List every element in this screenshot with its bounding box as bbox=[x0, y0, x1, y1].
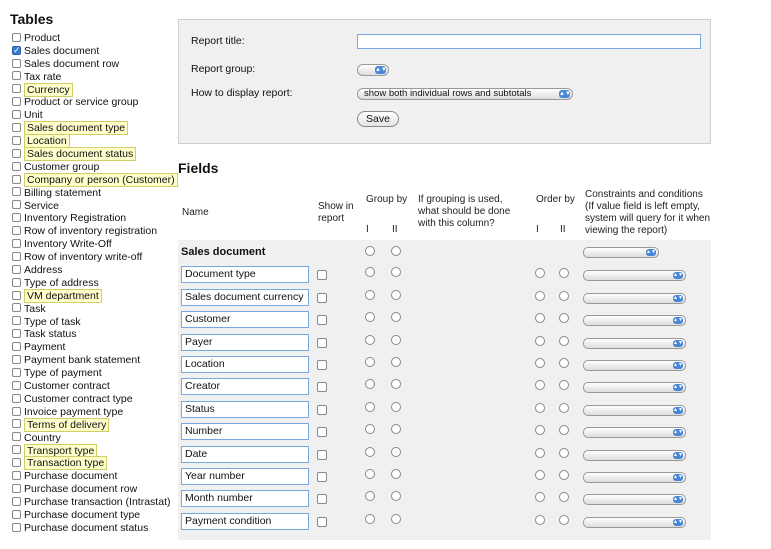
table-item-label: Customer contract bbox=[24, 380, 110, 393]
field-name-input[interactable]: Date bbox=[181, 446, 309, 463]
field-row bbox=[178, 262, 711, 284]
table-checkbox[interactable] bbox=[12, 458, 21, 467]
field-row bbox=[178, 486, 711, 508]
updown-arrows-icon: ▲▼ bbox=[646, 249, 656, 255]
table-item[interactable] bbox=[10, 341, 180, 354]
order-by-i-radio[interactable] bbox=[535, 291, 545, 301]
group-by-i-radio[interactable] bbox=[365, 335, 375, 345]
constraint-select[interactable] bbox=[583, 315, 686, 326]
order-by-i-radio[interactable] bbox=[535, 448, 545, 458]
header-constraints: Constraints and conditions (If value field is left empty, system will query for it when viewing the report) bbox=[585, 189, 711, 236]
table-item-label: Location bbox=[24, 134, 70, 148]
group-by-ii-radio[interactable] bbox=[391, 357, 401, 367]
table-item[interactable] bbox=[10, 238, 180, 251]
table-item-label: Product bbox=[24, 32, 61, 44]
table-checkbox[interactable] bbox=[12, 510, 21, 519]
table-checkbox[interactable] bbox=[12, 175, 21, 184]
table-item[interactable] bbox=[10, 225, 180, 238]
order-by-i-radio[interactable] bbox=[535, 268, 545, 278]
field-name-input[interactable]: Customer bbox=[181, 311, 309, 328]
header-name: Name bbox=[182, 207, 209, 218]
group-by-i-radio[interactable] bbox=[365, 312, 375, 322]
save-button[interactable]: Save bbox=[357, 111, 399, 127]
updown-arrows-icon: ▲▼ bbox=[673, 384, 683, 391]
order-by-ii-radio[interactable] bbox=[559, 291, 569, 301]
table-item[interactable] bbox=[10, 432, 180, 445]
table-item[interactable] bbox=[10, 187, 180, 200]
group-by-i-radio[interactable] bbox=[365, 379, 375, 389]
order-by-ii-radio[interactable] bbox=[559, 470, 569, 480]
field-row bbox=[178, 509, 711, 531]
table-item-label: Purchase document bbox=[24, 470, 118, 483]
constraint-select[interactable] bbox=[583, 472, 686, 483]
table-item-label: Sales document row bbox=[24, 57, 120, 70]
updown-arrows-icon: ▲▼ bbox=[375, 67, 387, 73]
table-checkbox[interactable] bbox=[12, 316, 21, 325]
order-by-i-radio[interactable] bbox=[535, 358, 545, 368]
field-name-input[interactable]: Status bbox=[181, 401, 309, 418]
field-name-input[interactable]: Payer bbox=[181, 334, 309, 351]
table-item[interactable] bbox=[10, 290, 180, 303]
table-item-label: Purchase document row bbox=[24, 483, 138, 496]
updown-arrows-icon: ▲▼ bbox=[673, 474, 683, 480]
table-item-label: Task status bbox=[24, 328, 77, 341]
constraint-select[interactable] bbox=[583, 360, 686, 371]
show-in-report-checkbox[interactable] bbox=[317, 405, 327, 415]
field-row bbox=[178, 352, 711, 374]
table-item-label: Service bbox=[24, 199, 60, 212]
table-checkbox[interactable] bbox=[12, 407, 21, 416]
constraint-select[interactable] bbox=[583, 338, 686, 349]
table-checkbox[interactable] bbox=[12, 394, 21, 403]
group-by-ii-radio[interactable] bbox=[391, 335, 401, 345]
group-by-i-radio[interactable] bbox=[365, 267, 375, 277]
table-item[interactable] bbox=[10, 96, 180, 109]
order-by-i-radio[interactable] bbox=[535, 313, 545, 323]
group-by-i-radio[interactable] bbox=[365, 491, 375, 501]
table-item-label: Type of address bbox=[24, 276, 99, 289]
group-by-ii-radio[interactable] bbox=[391, 267, 401, 277]
order-by-ii-radio[interactable] bbox=[559, 448, 569, 458]
updown-arrows-icon: ▲▼ bbox=[559, 91, 571, 97]
group-by-i-radio[interactable] bbox=[365, 290, 375, 300]
field-name-input[interactable]: Location bbox=[181, 356, 309, 373]
order-by-i-radio[interactable] bbox=[535, 515, 545, 525]
order-by-ii-radio[interactable] bbox=[559, 492, 569, 502]
fields-table bbox=[178, 240, 711, 540]
table-item[interactable] bbox=[10, 71, 180, 84]
table-checkbox[interactable] bbox=[12, 46, 21, 55]
order-by-i-radio[interactable] bbox=[535, 470, 545, 480]
table-checkbox[interactable] bbox=[12, 381, 21, 390]
table-item-label: Product or service group bbox=[24, 96, 139, 109]
table-checkbox[interactable] bbox=[12, 213, 21, 222]
constraint-select[interactable] bbox=[583, 293, 686, 304]
header-order-i: I bbox=[536, 224, 539, 235]
table-checkbox[interactable] bbox=[12, 432, 21, 441]
constraint-select[interactable] bbox=[583, 517, 686, 528]
updown-arrows-icon: ▲▼ bbox=[673, 294, 683, 301]
table-checkbox[interactable] bbox=[12, 71, 21, 80]
show-in-report-checkbox[interactable] bbox=[317, 450, 327, 460]
table-checkbox[interactable] bbox=[12, 110, 21, 119]
table-checkbox[interactable] bbox=[12, 187, 21, 196]
table-item-label: Inventory Write-Off bbox=[24, 238, 112, 251]
table-item[interactable] bbox=[10, 483, 180, 496]
table-checkbox[interactable] bbox=[12, 342, 21, 351]
updown-arrows-icon: ▲▼ bbox=[673, 406, 683, 413]
header-order-by: Order by bbox=[536, 194, 575, 205]
order-by-ii-radio[interactable] bbox=[559, 313, 569, 323]
table-item-label: Row of inventory registration bbox=[24, 225, 158, 238]
tables-title: Tables bbox=[10, 11, 54, 27]
show-in-report-checkbox[interactable] bbox=[317, 382, 327, 392]
header-group-ii: II bbox=[392, 224, 398, 235]
table-item-label: Tax rate bbox=[24, 70, 62, 83]
table-item[interactable] bbox=[10, 58, 180, 71]
table-item[interactable] bbox=[10, 277, 180, 290]
group-by-i-radio[interactable] bbox=[365, 357, 375, 367]
table-item[interactable] bbox=[10, 522, 180, 535]
table-item-label: Unit bbox=[24, 109, 43, 122]
header-show: Show in report bbox=[318, 201, 354, 224]
table-item-label: Transport type bbox=[24, 444, 97, 458]
table-item[interactable] bbox=[10, 354, 180, 367]
constraint-select[interactable] bbox=[583, 494, 686, 505]
table-checkbox[interactable] bbox=[12, 123, 21, 132]
show-in-report-checkbox[interactable] bbox=[317, 270, 327, 280]
table-item-label: Currency bbox=[24, 83, 73, 97]
table-checkbox[interactable] bbox=[12, 252, 21, 261]
field-row bbox=[178, 374, 711, 396]
table-item[interactable] bbox=[10, 380, 180, 393]
table-item-label: Address bbox=[24, 264, 63, 277]
header-group-by: Group by bbox=[366, 194, 408, 205]
group-radio-ii[interactable] bbox=[391, 246, 401, 256]
field-name-input[interactable]: Number bbox=[181, 423, 309, 440]
updown-arrows-icon: ▲▼ bbox=[673, 429, 683, 436]
show-in-report-checkbox[interactable] bbox=[317, 427, 327, 437]
table-checkbox[interactable] bbox=[12, 265, 21, 274]
group-by-ii-radio[interactable] bbox=[391, 447, 401, 457]
field-name-input[interactable]: Document type bbox=[181, 266, 309, 283]
table-checkbox[interactable] bbox=[12, 239, 21, 248]
table-item-label: VM department bbox=[24, 289, 102, 303]
show-in-report-checkbox[interactable] bbox=[317, 472, 327, 482]
field-name-input[interactable]: Year number bbox=[181, 468, 309, 485]
group-name: Sales document bbox=[181, 246, 266, 258]
table-checkbox[interactable] bbox=[12, 329, 21, 338]
table-item[interactable] bbox=[10, 32, 180, 45]
table-item[interactable] bbox=[10, 419, 180, 432]
report-group-select[interactable] bbox=[357, 64, 389, 76]
field-row bbox=[178, 397, 711, 419]
group-by-ii-radio[interactable] bbox=[391, 402, 401, 412]
table-checkbox[interactable] bbox=[12, 368, 21, 377]
display-mode-label: How to display report: bbox=[191, 87, 293, 99]
report-group-label: Report group: bbox=[191, 63, 256, 75]
group-by-ii-radio[interactable] bbox=[391, 424, 401, 434]
field-row bbox=[178, 285, 711, 307]
table-item-label: Inventory Registration bbox=[24, 212, 127, 225]
order-by-i-radio[interactable] bbox=[535, 336, 545, 346]
display-mode-value: show both individual rows and subtotals bbox=[364, 88, 532, 99]
group-by-i-radio[interactable] bbox=[365, 447, 375, 457]
order-by-ii-radio[interactable] bbox=[559, 336, 569, 346]
tables-list bbox=[10, 32, 180, 535]
table-item[interactable] bbox=[10, 406, 180, 419]
show-in-report-checkbox[interactable] bbox=[317, 338, 327, 348]
table-item-label: Sales document status bbox=[24, 147, 136, 161]
table-item[interactable] bbox=[10, 457, 180, 470]
table-item[interactable] bbox=[10, 470, 180, 483]
order-by-ii-radio[interactable] bbox=[559, 403, 569, 413]
table-item-label: Transaction type bbox=[24, 456, 107, 470]
constraint-select[interactable] bbox=[583, 382, 686, 393]
show-in-report-checkbox[interactable] bbox=[317, 315, 327, 325]
group-row bbox=[178, 240, 711, 262]
updown-arrows-icon: ▲▼ bbox=[673, 339, 683, 346]
table-item-label: Row of inventory write-off bbox=[24, 251, 143, 264]
group-by-i-radio[interactable] bbox=[365, 402, 375, 412]
table-checkbox[interactable] bbox=[12, 136, 21, 145]
group-by-ii-radio[interactable] bbox=[391, 514, 401, 524]
updown-arrows-icon: ▲▼ bbox=[673, 272, 683, 279]
group-by-ii-radio[interactable] bbox=[391, 491, 401, 501]
table-item[interactable] bbox=[10, 316, 180, 329]
table-checkbox[interactable] bbox=[12, 200, 21, 209]
display-mode-select[interactable] bbox=[357, 88, 573, 100]
table-item[interactable] bbox=[10, 328, 180, 341]
constraint-select[interactable] bbox=[583, 450, 686, 461]
group-by-ii-radio[interactable] bbox=[391, 469, 401, 479]
table-item[interactable] bbox=[10, 251, 180, 264]
group-by-ii-radio[interactable] bbox=[391, 312, 401, 322]
report-title-input[interactable] bbox=[357, 34, 701, 49]
table-item[interactable] bbox=[10, 509, 180, 522]
table-item-label: Country bbox=[24, 431, 61, 444]
table-checkbox[interactable] bbox=[12, 303, 21, 312]
table-item-label: Customer group bbox=[24, 160, 100, 173]
table-item-label: Purchase document type bbox=[24, 508, 141, 521]
table-item[interactable] bbox=[10, 200, 180, 213]
table-item-label: Sales document type bbox=[24, 121, 128, 135]
group-radio-i[interactable] bbox=[365, 246, 375, 256]
table-checkbox[interactable] bbox=[12, 523, 21, 532]
order-by-ii-radio[interactable] bbox=[559, 515, 569, 525]
updown-arrows-icon: ▲▼ bbox=[673, 362, 683, 368]
table-checkbox[interactable] bbox=[12, 445, 21, 454]
table-item-label: Type of payment bbox=[24, 367, 102, 380]
table-checkbox[interactable] bbox=[12, 278, 21, 287]
header-group-i: I bbox=[366, 224, 369, 235]
table-item-label: Invoice payment type bbox=[24, 405, 124, 418]
field-row bbox=[178, 419, 711, 441]
table-item-label: Billing statement bbox=[24, 186, 102, 199]
table-checkbox[interactable] bbox=[12, 84, 21, 93]
constraint-select[interactable] bbox=[583, 270, 686, 281]
fields-title: Fields bbox=[178, 160, 219, 176]
tables-panel bbox=[10, 10, 180, 535]
table-item[interactable] bbox=[10, 212, 180, 225]
table-item-label: Terms of delivery bbox=[24, 418, 109, 432]
updown-arrows-icon: ▲▼ bbox=[673, 451, 683, 458]
order-by-ii-radio[interactable] bbox=[559, 358, 569, 368]
table-item-label: Purchase document status bbox=[24, 521, 149, 534]
show-in-report-checkbox[interactable] bbox=[317, 494, 327, 504]
table-item[interactable] bbox=[10, 303, 180, 316]
field-row bbox=[178, 307, 711, 329]
order-by-ii-radio[interactable] bbox=[559, 425, 569, 435]
table-item-label: Payment bbox=[24, 341, 66, 354]
table-item-label: Task bbox=[24, 302, 46, 315]
table-item-label: Type of task bbox=[24, 315, 81, 328]
updown-arrows-icon: ▲▼ bbox=[673, 317, 683, 324]
order-by-ii-radio[interactable] bbox=[559, 380, 569, 390]
constraint-select[interactable] bbox=[583, 427, 686, 438]
group-constraint-select[interactable] bbox=[583, 247, 659, 258]
table-checkbox[interactable] bbox=[12, 355, 21, 364]
show-in-report-checkbox[interactable] bbox=[317, 517, 327, 527]
show-in-report-checkbox[interactable] bbox=[317, 360, 327, 370]
table-item[interactable] bbox=[10, 496, 180, 509]
group-by-ii-radio[interactable] bbox=[391, 379, 401, 389]
table-checkbox[interactable] bbox=[12, 33, 21, 42]
group-by-i-radio[interactable] bbox=[365, 424, 375, 434]
table-checkbox[interactable] bbox=[12, 59, 21, 68]
table-item-label: Sales document bbox=[24, 44, 100, 57]
table-item[interactable] bbox=[10, 367, 180, 380]
order-by-i-radio[interactable] bbox=[535, 380, 545, 390]
table-item[interactable] bbox=[10, 174, 180, 187]
report-settings-panel bbox=[178, 19, 711, 144]
table-checkbox[interactable] bbox=[12, 497, 21, 506]
order-by-ii-radio[interactable] bbox=[559, 268, 569, 278]
table-checkbox[interactable] bbox=[12, 97, 21, 106]
updown-arrows-icon: ▲▼ bbox=[673, 518, 683, 525]
table-item-label: Customer contract type bbox=[24, 392, 133, 405]
field-name-input[interactable]: Creator bbox=[181, 378, 309, 395]
table-checkbox[interactable] bbox=[12, 471, 21, 480]
table-item-label: Payment bank statement bbox=[24, 354, 141, 367]
table-item[interactable] bbox=[10, 45, 180, 58]
field-row bbox=[178, 464, 711, 486]
constraint-select[interactable] bbox=[583, 405, 686, 416]
header-order-ii: II bbox=[560, 224, 566, 235]
field-name-input[interactable]: Payment condition bbox=[181, 513, 309, 530]
table-item[interactable] bbox=[10, 393, 180, 406]
field-row bbox=[178, 330, 711, 352]
field-row bbox=[178, 442, 711, 464]
table-item[interactable] bbox=[10, 148, 180, 161]
order-by-i-radio[interactable] bbox=[535, 403, 545, 413]
order-by-i-radio[interactable] bbox=[535, 492, 545, 502]
table-checkbox[interactable] bbox=[12, 291, 21, 300]
group-by-i-radio[interactable] bbox=[365, 514, 375, 524]
table-item[interactable] bbox=[10, 264, 180, 277]
table-checkbox[interactable] bbox=[12, 419, 21, 428]
header-if-grouping: If grouping is used, what should be done with this column? bbox=[418, 194, 511, 229]
group-by-ii-radio[interactable] bbox=[391, 290, 401, 300]
group-by-i-radio[interactable] bbox=[365, 469, 375, 479]
field-name-input[interactable]: Sales document currency bbox=[181, 289, 309, 306]
field-name-input[interactable]: Month number bbox=[181, 490, 309, 507]
table-item-label: Company or person (Customer) bbox=[24, 173, 178, 187]
table-checkbox[interactable] bbox=[12, 484, 21, 493]
show-in-report-checkbox[interactable] bbox=[317, 293, 327, 303]
table-checkbox[interactable] bbox=[12, 162, 21, 171]
report-title-label: Report title: bbox=[191, 35, 245, 47]
table-checkbox[interactable] bbox=[12, 149, 21, 158]
updown-arrows-icon: ▲▼ bbox=[673, 496, 683, 503]
order-by-i-radio[interactable] bbox=[535, 425, 545, 435]
table-item[interactable] bbox=[10, 84, 180, 97]
table-item-label: Purchase transaction (Intrastat) bbox=[24, 496, 171, 509]
table-checkbox[interactable] bbox=[12, 226, 21, 235]
table-item[interactable] bbox=[10, 161, 180, 174]
